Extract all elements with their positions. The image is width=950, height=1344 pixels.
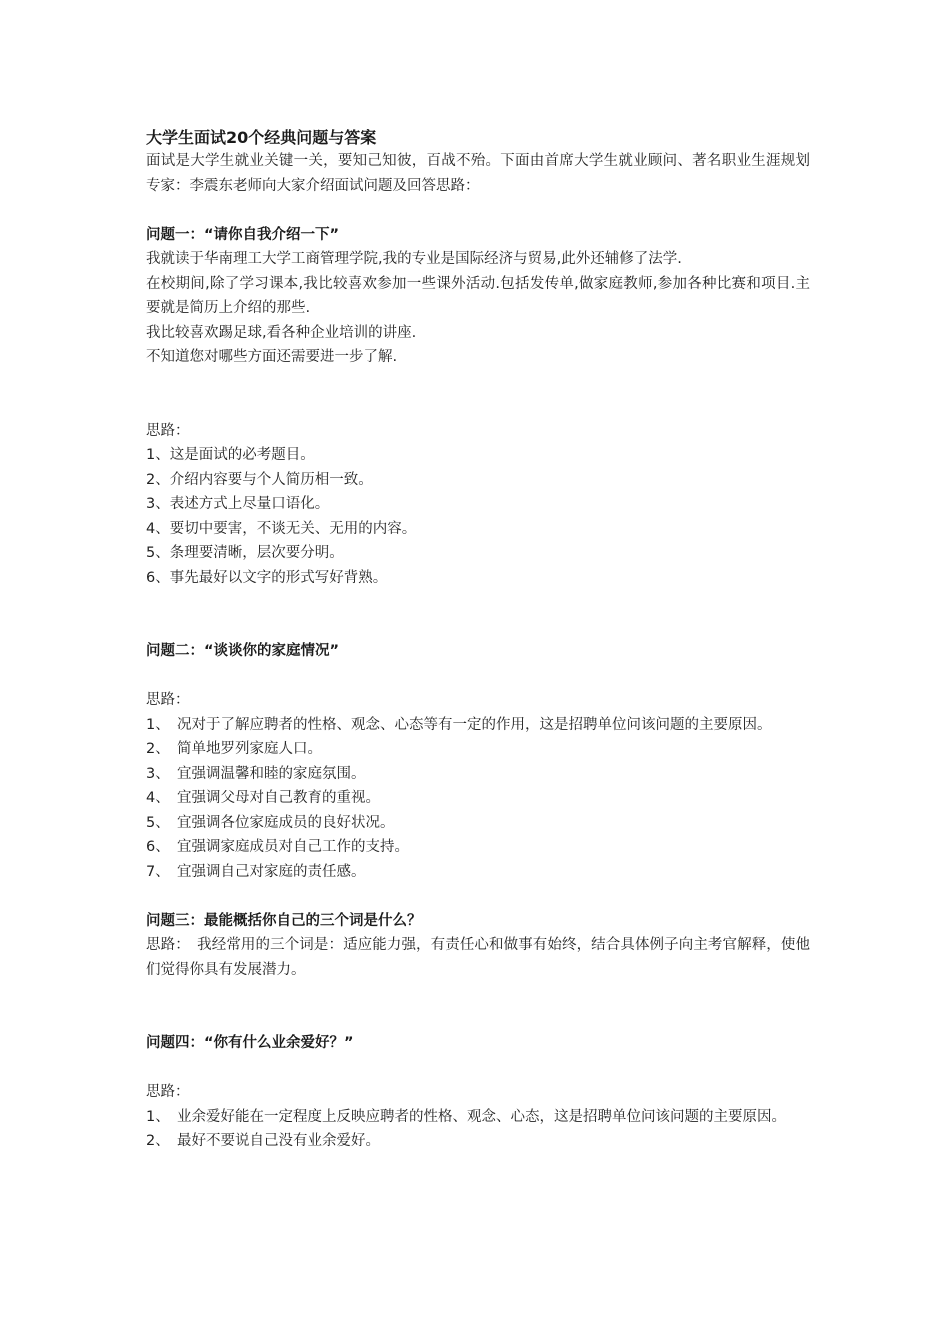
- spacer: [146, 1056, 810, 1081]
- q2-tip: 6、 宜强调家庭成员对自己工作的支持。: [146, 839, 409, 855]
- q4-tip: 1、 业余爱好能在一定程度上反映应聘者的性格、观念、心态，这是招聘单位问该问题的主要原因。: [146, 1108, 786, 1125]
- q1-tip: 5、条理要清晰，层次要分明。: [146, 545, 344, 561]
- q2-tip: 3、 宜强调温馨和睦的家庭氛围。: [146, 765, 366, 782]
- document-title: 大学生面试20个经典问题与答案: [146, 128, 377, 147]
- spacer: [146, 370, 810, 419]
- question-3-heading: 问题三：最能概括你自己的三个词是什么？: [146, 912, 422, 929]
- spacer: [146, 664, 810, 689]
- question-4-heading: 问题四：“你有什么业余爱好？”: [146, 1035, 354, 1051]
- q2-tip: 5、 宜强调各位家庭成员的良好状况。: [146, 814, 395, 831]
- q2-tip: 7、 宜强调自己对家庭的责任感。: [146, 863, 366, 880]
- q1-tip: 4、要切中要害，不谈无关、无用的内容。: [146, 520, 417, 537]
- intro-paragraph: 面试是大学生就业关键一关，要知己知彼，百战不殆。下面由首席大学生就业顾问、著名职业生涯规划专家：李震东老师向大家介绍面试问题及回答思路：: [146, 153, 810, 194]
- q1-tip: 1、这是面试的必考题目。: [146, 447, 315, 463]
- q3-tips: 思路： 我经常用的三个词是：适应能力强，有责任心和做事有始终，结合具体例子向主考官解释，使他们觉得你具有发展潜力。: [146, 937, 810, 978]
- spacer: [146, 982, 810, 1031]
- q4-tip: 2、 最好不要说自己没有业余爱好。: [146, 1133, 380, 1149]
- q1-answer-line: 不知道您对哪些方面还需要进一步了解.: [146, 349, 398, 365]
- spacer: [146, 198, 810, 223]
- q1-answer-line: 我就读于华南理工大学工商管理学院,我的专业是国际经济与贸易,此外还辅修了法学.: [146, 251, 682, 267]
- q1-tips-label: 思路：: [146, 422, 190, 439]
- q4-tips-label: 思路：: [146, 1084, 190, 1100]
- spacer: [146, 884, 810, 909]
- question-1-heading: 问题一：“请你自我介绍一下”: [146, 226, 340, 243]
- q2-tip: 1、 况对于了解应聘者的性格、观念、心态等有一定的作用，这是招聘单位问该问题的主要原因。: [146, 716, 772, 733]
- question-2-heading: 问题二：“谈谈你的家庭情况”: [146, 643, 340, 659]
- q2-tips-label: 思路：: [146, 692, 190, 708]
- q1-tip: 6、事先最好以文字的形式写好背熟。: [146, 569, 388, 586]
- q1-answer-line: 我比较喜欢踢足球,看各种企业培训的讲座.: [146, 324, 417, 341]
- q1-tip: 2、介绍内容要与个人简历相一致。: [146, 471, 373, 488]
- q1-tip: 3、表述方式上尽量口语化。: [146, 496, 330, 512]
- q1-answer-line: 在校期间,除了学习课本,我比较喜欢参加一些课外活动.包括发传单,做家庭教师,参加各种比赛和项目.主要就是简历上介绍的那些.: [146, 275, 810, 316]
- q2-tip: 2、 简单地罗列家庭人口。: [146, 741, 322, 757]
- spacer: [146, 590, 810, 639]
- q2-tip: 4、 宜强调父母对自己教育的重视。: [146, 790, 380, 806]
